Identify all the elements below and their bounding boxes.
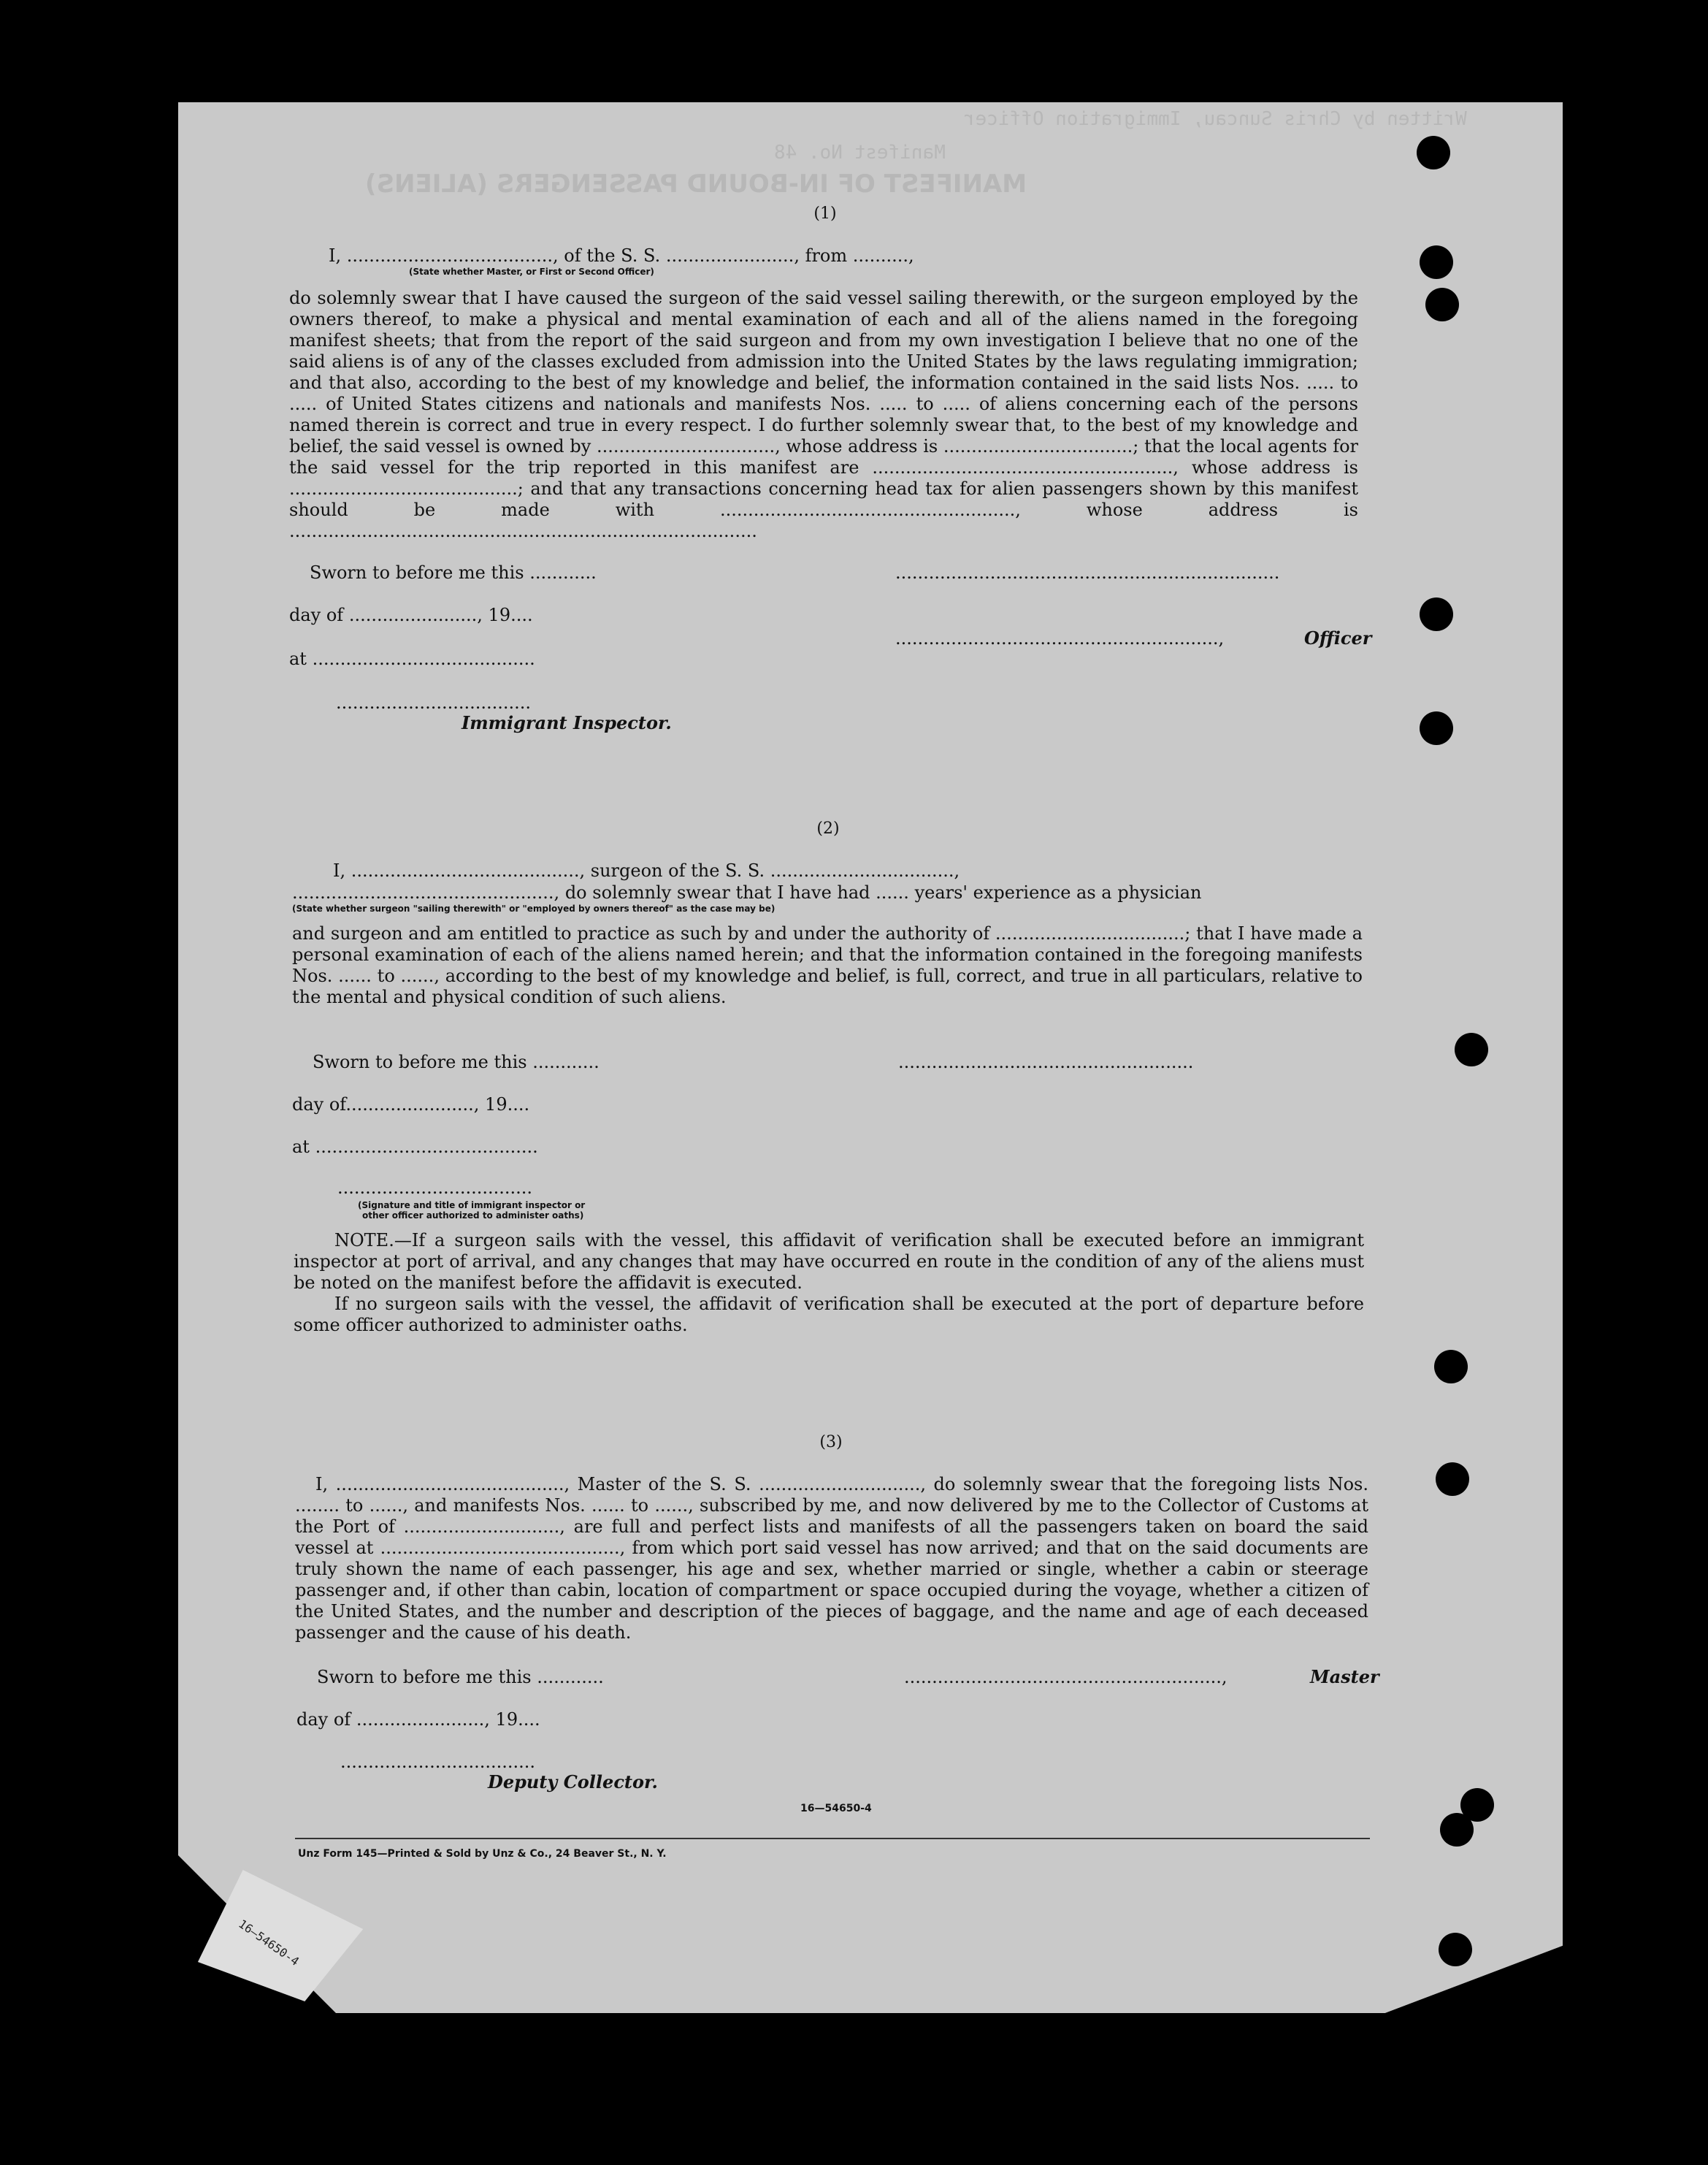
punch-hole [1440,1813,1474,1847]
section-2-sworn-label: Sworn to before me this ............ [313,1052,600,1072]
folded-corner-text: 16—54650-4 [236,1917,302,1969]
form-number: 16—54650-4 [800,1803,872,1814]
section-3-master-label: Master [1310,1666,1379,1687]
punch-hole [1420,711,1453,745]
punch-hole [1417,136,1450,169]
punch-hole [1436,1462,1469,1496]
section-1-number: (1) [813,205,837,223]
section-2-at-line: at ........................................ [292,1137,538,1157]
section-3-day-line: day of ......................., 19.... [296,1709,540,1730]
section-2-number: (2) [816,820,840,838]
section-2-oath-text: and surgeon and am entitled to practice as such by and under the authority of ..................................; that I have made a personal examination of each of the aliens named herein; and that the information contained in the foregoing manifests Nos. ...... to ......, according to the best of my knowledge and belief, is full, correct, and true in all particulars, relative to the mental and physical condition of such aliens. [292,923,1363,1007]
section-2-note: NOTE.—If a surgeon sails with the vessel, this affidavit of verification shall be executed before an immigrant inspector at port of arrival, and any changes that may have occurred en route in the condition of any of the aliens must be noted on the manifest before the affidavit is executed. [294,1230,1364,1293]
punch-hole [1420,245,1453,279]
section-2-note-2: If no surgeon sails with the vessel, the affidavit of verification shall be executed at the port of departure before some officer authorized to administer oaths. [294,1294,1364,1335]
section-3-number: (3) [819,1433,843,1451]
section-2-signature-line: ..................................................... [898,1052,1194,1072]
punch-hole [1455,1033,1488,1066]
section-2-state-note: (State whether surgeon "sailing therewith" or "employed by owners thereof" as the case may be) [292,904,776,914]
section-2-signature-note-2: other officer authorized to administer oaths) [362,1210,584,1221]
section-1-officer-line: I, ....................................., of the S. S. ......................., from .........., [329,245,914,266]
ghost-text-c: Manifest No. 48 [774,142,946,164]
section-2-signature-dots: ................................... [337,1177,533,1198]
section-3-sworn-label: Sworn to before me this ............ [317,1667,604,1687]
punch-hole [1420,597,1453,631]
section-3-oath-text: I, ........................................., Master of the S. S. ............................., do solemnly swear that the foregoing lists Nos. ........ to ......, and manifests Nos. ...... to ......, subscribed by me, and now delivered by me to the Collector of Customs at the Port of ............................, are full and perfect lists and manifests of all the passengers taken on board the said vessel at ..........................................., from which port said vessel has now arrived; and that on the said documents are truly shown the name of each passenger, his age and sex, whether married or single, whether a cabin or steerage passenger and, if other than cabin, location of compartment or space occupied during the voyage, whether a citizen of the United States, and the number and description of the pieces of baggage, and the name and age of each deceased passenger and the cause of his death. [295,1474,1368,1643]
section-2-signature-note-1: (Signature and title of immigrant inspector or [358,1200,586,1210]
printer-credit: Unz Form 145—Printed & Sold by Unz & Co., 24 Beaver St., N. Y. [298,1848,667,1860]
bottom-right-fold [1358,1943,1570,2023]
footer-rule [295,1838,1370,1839]
ghost-text-b: MANIFEST OF IN-BOUND PASSENGERS (ALIENS) [365,169,1027,199]
ghost-text-a: Written by Chris Suncau, Immigration Officer [964,108,1467,130]
section-1-at-line: at ........................................ [289,649,535,669]
section-1-inspector-label: Immigrant Inspector. [462,712,672,733]
section-1-day-line: day of ......................., 19.... [289,605,533,625]
section-2-surgeon-line: I, ........................................., surgeon of the S. S. ................................., [333,860,960,881]
section-1-signature-line: ..................................................................... [895,562,1280,583]
section-3-collector-dots: ................................... [340,1752,536,1772]
section-1-officer-label: Officer [1304,627,1372,649]
section-1-officer-dots: .........................................................., [895,628,1225,649]
punch-hole [1425,288,1459,321]
section-3-collector-label: Deputy Collector. [488,1771,658,1792]
section-1-state-note: (State whether Master, or First or Second Officer) [409,267,654,277]
section-3-master-dots: ........................................................., [904,1667,1228,1687]
section-1-sworn-label: Sworn to before me this ............ [310,562,597,583]
section-1-oath-text: do solemnly swear that I have caused the surgeon of the said vessel sailing therewith, or the surgeon employed by the owners thereof, to make a physical and mental examination of each and all of the aliens named in the foregoing manifest sheets; that from the report of the said surgeon and from my own investigation I believe that no one of the said aliens is of any of the classes excluded from admission into the United States by the laws regulating immigration; and that also, according to the best of my knowledge and belief, the information contained in the said lists Nos. ..... to ..... of United States citizens and nationals and manifests Nos. ..... to ..... of aliens concerning each of the persons named therein is correct and true in every respect. I do further solemnly swear that, to the best of my knowledge and belief, the said vessel is owned by ................................, whose address is ..................................; that the local agents for the said vessel for the trip reported in this manifest are ......................................................, whose address is .........................................; and that any transactions concerning head tax for alien passengers shown by this manifest should be made with ....................................................., whose address is .................................................................................... [289,288,1358,541]
section-2-swear-line: ..............................................., do solemnly swear that I have had ...... years' experience as a physician [292,882,1202,903]
section-2-day-line: day of......................., 19.... [292,1094,530,1115]
section-1-inspector-dots: ................................... [336,692,532,713]
punch-hole [1434,1350,1468,1383]
